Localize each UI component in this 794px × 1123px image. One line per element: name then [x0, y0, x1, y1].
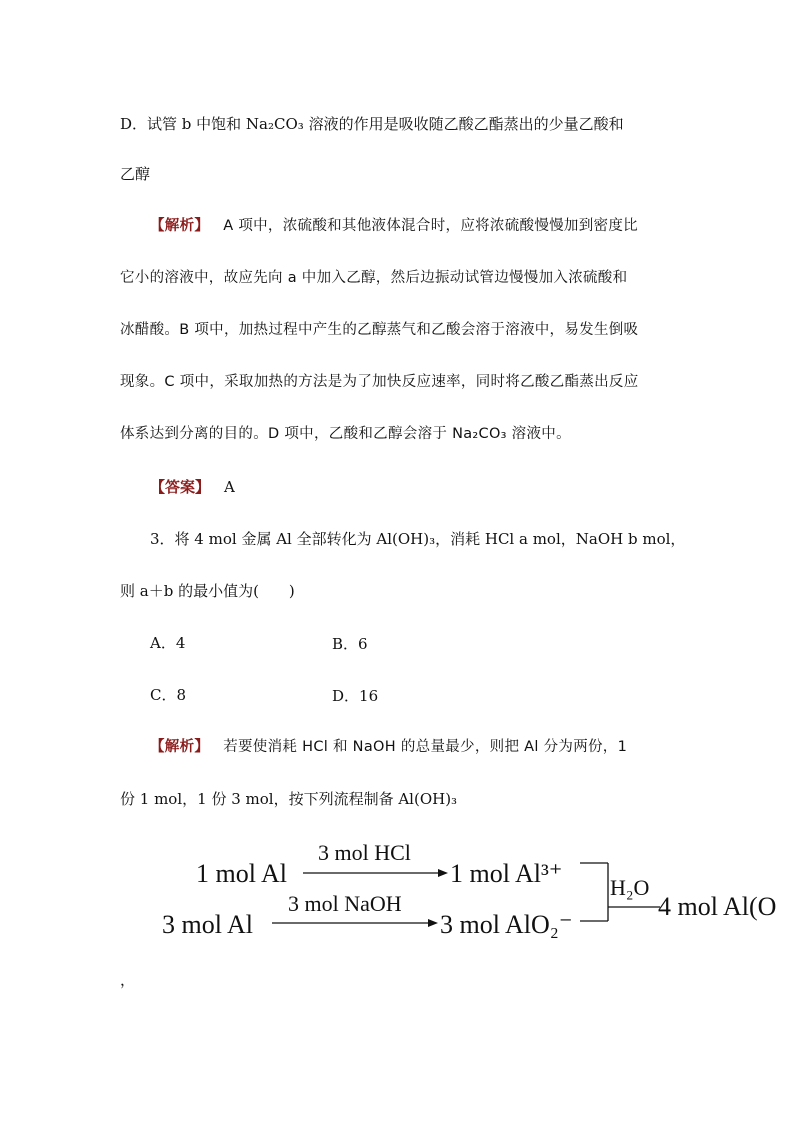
- analysis1-line3: 冰醋酸。B 项中，加热过程中产生的乙醇蒸气和乙酸会溶于溶液中，易发生倒吸: [120, 322, 639, 338]
- r2-right: 3 mol AlO₂⁻: [440, 910, 573, 939]
- r1-right: 1 mol Al³⁺: [450, 859, 563, 888]
- r2-left: 3 mol Al: [162, 910, 254, 939]
- trailing-comma: ，: [120, 971, 136, 989]
- analysis1-line5: 体系达到分离的目的。D 项中，乙酸和乙醇会溶于 Na₂CO₃ 溶液中。: [120, 426, 571, 442]
- product: 4 mol Al(O: [658, 892, 777, 921]
- analysis3-line2: 份 1 mol，1 份 3 mol，按下列流程制备 Al(OH)₃: [120, 790, 458, 808]
- analysis1-line4: 现象。C 项中，采取加热的方法是为了加快反应速率，同时将乙酸乙酯蒸出反应: [120, 374, 639, 390]
- option-b: B．6: [332, 635, 368, 653]
- option-d-line2: 乙醇: [120, 165, 151, 183]
- analysis1-line2: 它小的溶液中，故应先向 a 中加入乙醇，然后边振动试管边慢慢加入浓硫酸和: [120, 270, 628, 286]
- option-d: D．16: [332, 687, 379, 705]
- r1-reagent: 3 mol HCl: [318, 840, 411, 865]
- option-d-line1: D．试管 b 中饱和 Na₂CO₃ 溶液的作用是吸收随乙酸乙酯蒸出的少量乙酸和: [120, 115, 624, 133]
- r2-arrowhead: [428, 919, 438, 927]
- answer-label: 【答案】: [150, 478, 211, 496]
- r2-reagent: 3 mol NaOH: [288, 891, 402, 916]
- analysis3-line1: 【解析】 若要使消耗 HCl 和 NaOH 的总量最少，则把 Al 分为两份，1: [150, 739, 628, 755]
- question3-line2: 则 a＋b 的最小值为( ): [120, 582, 295, 600]
- answer-value: A: [224, 478, 235, 496]
- r1-left: 1 mol Al: [196, 859, 288, 888]
- combine-reagent: H₂O: [610, 875, 650, 900]
- analysis-label: 【解析】: [150, 739, 210, 755]
- analysis1-line1: 【解析】 A 项中，浓硫酸和其他液体混合时，应将浓硫酸慢慢加到密度比: [150, 218, 638, 234]
- analysis-label: 【解析】: [150, 218, 210, 234]
- r1-arrowhead: [438, 869, 448, 877]
- answer1: [150, 477, 235, 497]
- question3-line1: 3．将 4 mol 金属 Al 全部转化为 Al(OH)₃，消耗 HCl a mol，NaOH b mol，: [150, 530, 686, 548]
- option-a: A．4: [150, 634, 186, 652]
- option-c: C．8: [150, 686, 187, 704]
- reaction-scheme: [160, 835, 794, 945]
